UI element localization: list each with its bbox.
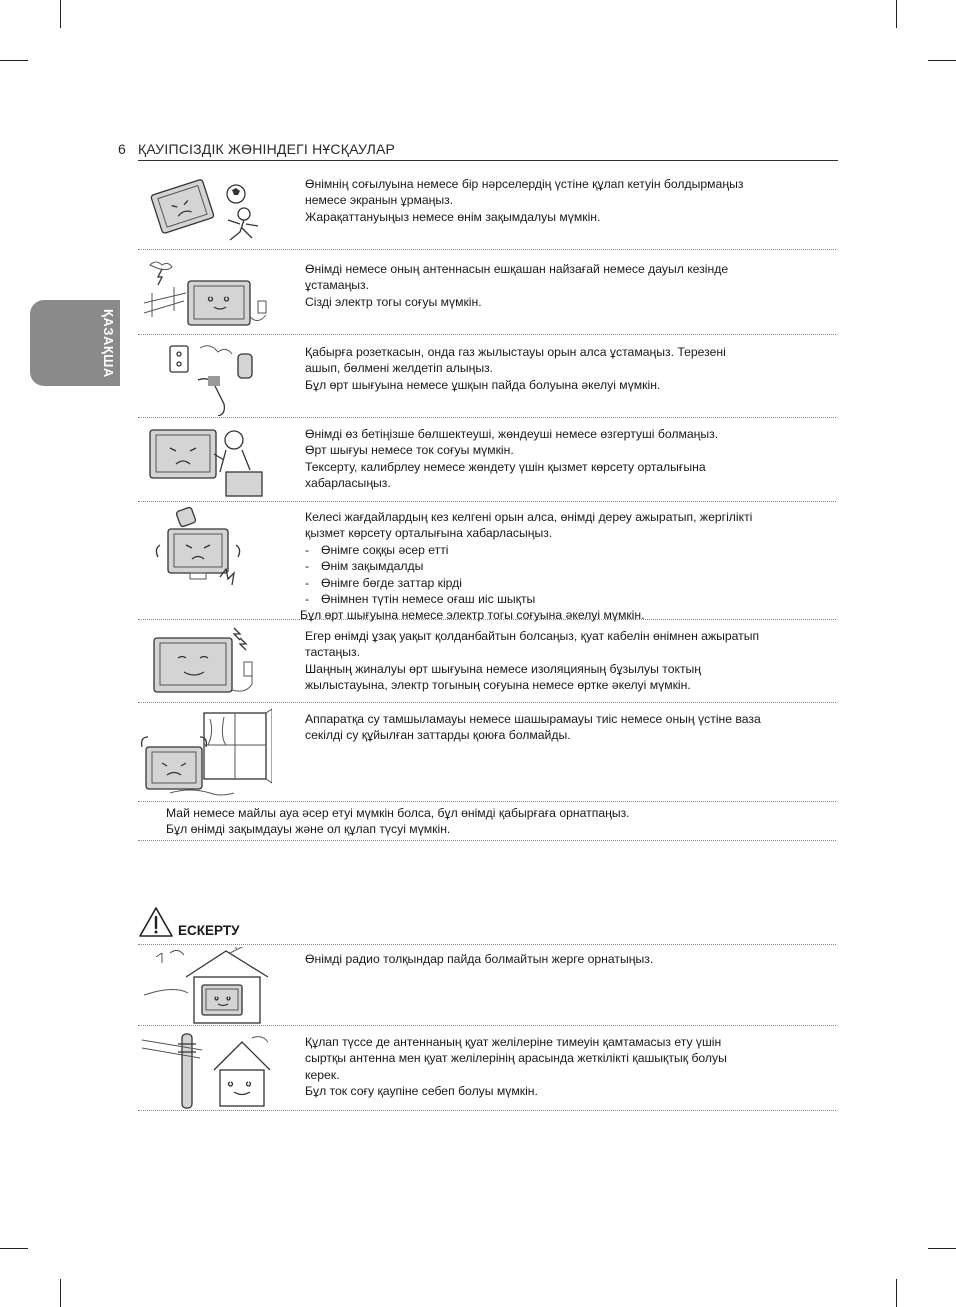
item-text xyxy=(305,1034,825,1100)
header-rule xyxy=(138,160,838,161)
text-line: Бұл өрт шығуына немесе ұшқын пайда болуына әкелуі мүмкін. xyxy=(305,377,661,392)
text-line: Жарақаттануыңыз немесе өнім зақымдалуы мүмкін. xyxy=(305,209,601,224)
tv-smoke-damage-illustration xyxy=(140,505,272,595)
language-side-tab xyxy=(30,300,120,386)
caution-label: ЕСКЕРТУ xyxy=(178,923,240,938)
tv-lightning-storm-illustration xyxy=(140,257,272,333)
warning-triangle-icon xyxy=(138,906,174,938)
text-line: Сізді электр тогы соғуы мүмкін. xyxy=(305,294,482,309)
gas-leak-outlet-illustration xyxy=(140,340,272,416)
text-line: Өнімді өз бетіңізше бөлшектеуші, жөндеуші немесе өзгертуші болмаңыз. xyxy=(305,427,719,441)
list-item-text: Өнімге бөгде заттар кірді xyxy=(321,575,462,590)
side-tab-label: ҚАЗАҚША xyxy=(101,308,116,378)
oil-warning-note xyxy=(138,805,836,841)
text-line: Өнімді радио толқындар пайда болмайтын жерге орнатыңыз. xyxy=(305,952,654,966)
condition-list xyxy=(305,542,825,608)
house-radio-waves-illustration xyxy=(140,947,272,1025)
text-line: Құлап түссе де антеннаның қуат желілеріне тимеуін қамтамасыз ету үшін xyxy=(305,1035,722,1049)
text-line: Бұл өнімді зақымдауы және ол құлап түсуі мүмкін. xyxy=(166,822,451,837)
text-line: Өрт шығуы немесе ток соғуы мүмкін. xyxy=(305,443,514,458)
safety-item xyxy=(138,705,836,802)
safety-item xyxy=(138,503,836,623)
text-line: Тексерту, калибрлеу немесе жөндету үшін қызмет көрсету орталығына xyxy=(305,459,706,474)
text-line: ашып, бөлмені желдетіп алыңыз. xyxy=(305,361,494,376)
crop-mark xyxy=(0,60,28,61)
text-line: Егер өнімді ұзақ уақыт қолданбайтын болсаңыз, қуат кабелін өнімнен ажыратып xyxy=(305,629,760,643)
tv-unplug-illustration xyxy=(140,624,272,700)
text-line: немесе экранын ұрмаңыз. xyxy=(305,193,454,208)
text-line: қызмет көрсету орталығына хабарласыңыз. xyxy=(305,526,553,541)
item-text xyxy=(305,176,825,225)
crop-mark xyxy=(928,60,956,61)
text-line: Бұл ток соғу қаупіне себеп болуы мүмкін. xyxy=(305,1084,538,1099)
item-text xyxy=(305,344,825,393)
text-line: Шаңның жиналуы өрт шығуына немесе изоляцияның бұзылуы токтың xyxy=(305,661,702,676)
safety-item xyxy=(138,170,836,250)
list-item-text: Өнімнен түтін немесе оғаш иіс шықты xyxy=(321,592,536,607)
crop-mark xyxy=(928,1248,956,1249)
list-item xyxy=(305,542,825,558)
list-item xyxy=(305,575,825,591)
bullet-marker: - xyxy=(305,575,310,590)
tv-hit-by-ball-illustration xyxy=(140,172,272,248)
caution-item xyxy=(138,945,836,1026)
text-line: Май немесе майлы ауа әсер етуі мүмкін болса, бұл өнімді қабырғаға орнатпаңыз. xyxy=(166,806,630,820)
text-line: Өнімді немесе оның антеннасын ешқашан найзағай немесе дауыл кезінде xyxy=(305,262,729,276)
text-line: сыртқы антенна мен қуат желілерінің арасында жеткілікті қашықтық болуы xyxy=(305,1051,727,1066)
caution-heading xyxy=(138,906,836,945)
text-line: тастаңыз. xyxy=(305,645,361,660)
text-line: Өнімнің соғылуына немесе бір нәрселердің үстіне құлап кетуін болдырмаңыз xyxy=(305,177,744,191)
bullet-marker: - xyxy=(305,542,310,557)
crop-mark xyxy=(0,1248,28,1249)
page-header xyxy=(118,141,838,157)
text-line: секілді су құйылған заттарды қоюға болмайды. xyxy=(305,728,571,743)
crop-mark xyxy=(60,0,61,28)
text-line: Бұл өрт шығуына немесе электр тогы соғуына әкелуі мүмкін. xyxy=(300,608,645,623)
list-item xyxy=(305,591,825,607)
text-line: Келесі жағдайлардың кез келгені орын алса, өнімді дереу ажыратып, жергілікті xyxy=(305,510,753,524)
bullet-marker: - xyxy=(305,592,310,607)
antenna-power-line-illustration xyxy=(140,1030,272,1110)
list-item-text: Өнімге соққы әсер етті xyxy=(321,542,449,557)
safety-item xyxy=(138,255,836,335)
tv-disassembly-illustration xyxy=(140,422,272,500)
item-text xyxy=(305,261,825,310)
list-item xyxy=(305,558,825,574)
item-text xyxy=(305,628,825,694)
list-item-text: Өнім зақымдалды xyxy=(321,559,424,574)
page-number: 6 xyxy=(118,141,126,157)
text-line: Қабырға розеткасын, онда газ жылыстауы орын алса ұстамаңыз. Терезені xyxy=(305,345,726,359)
safety-item xyxy=(138,338,836,418)
text-line: Аппаратқа су тамшыламауы немесе шашырамауы тиіс немесе оның үстіне ваза xyxy=(305,712,761,726)
crop-mark xyxy=(896,0,897,28)
bullet-marker: - xyxy=(305,559,310,574)
item-text xyxy=(305,711,825,744)
item-text xyxy=(300,509,825,624)
crop-mark xyxy=(896,1279,897,1307)
safety-item xyxy=(138,622,836,703)
tv-water-splash-illustration xyxy=(140,707,272,799)
crop-mark xyxy=(60,1279,61,1307)
item-text xyxy=(305,951,825,967)
item-text xyxy=(305,426,825,492)
safety-item xyxy=(138,420,836,502)
caution-item xyxy=(138,1028,836,1111)
text-line: жылыстауына, электр тогының соғуына немесе өртке әкелуі мүмкін. xyxy=(305,678,691,693)
page-title: ҚАУІПСІЗДІК ЖӨНІНДЕГІ НҰСҚАУЛАР xyxy=(138,141,396,157)
text-line: керек. xyxy=(305,1067,340,1082)
text-line: хабарласыңыз. xyxy=(305,476,391,491)
text-line: ұстамаңыз. xyxy=(305,278,370,293)
